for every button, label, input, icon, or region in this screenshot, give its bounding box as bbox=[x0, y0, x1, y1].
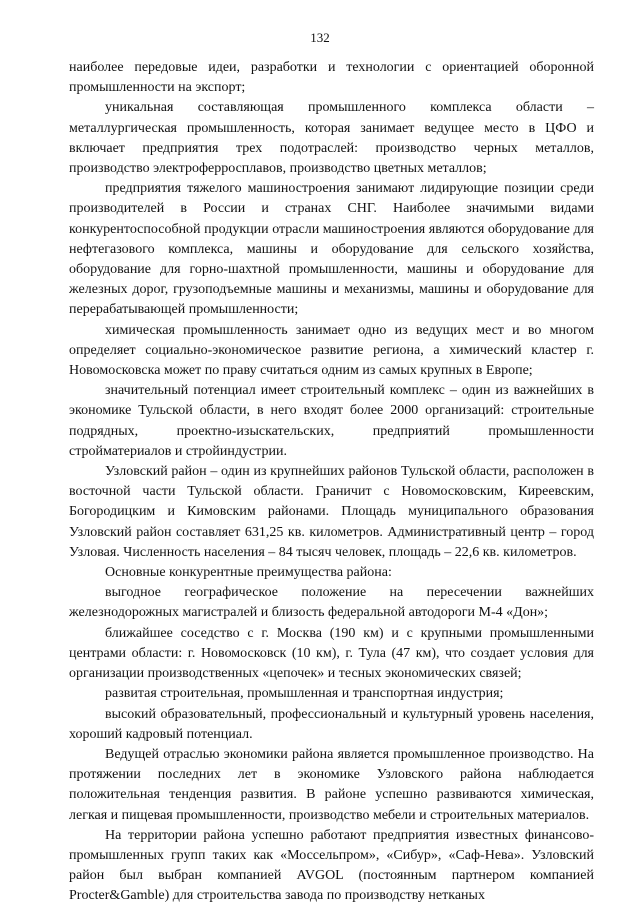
paragraph-proximity: ближайшее соседство с г. Москва (190 км) и с крупными промышленными центрами области: г. Новомосковск (10 км), г. Тула (47 км), что создает условия для организации производственных «цепочек» и тесных экономических связей; bbox=[69, 625, 594, 682]
paragraph-leading-sector: Ведущей отраслью экономики района является промышленное производство. На протяжении последних лет в экономике Узловского района наблюдается положительная тенденция развития. В районе успешно развиваются химическая, легкая и пищевая промышленности, производство мебели и строительных материалов. bbox=[69, 746, 594, 823]
paragraph-defense-export: наиболее передовые идеи, разработки и технологии с ориентацией оборонной промышленности на экспорт; bbox=[69, 60, 594, 96]
page-number: 132 bbox=[310, 30, 330, 45]
paragraph-uzlovsky-district: Узловский район – один из крупнейших районов Тульской области, расположен в восточной части Тульской области. Граничит с Новомосковским, Киреевским, Богородицким и Кимовским районами. Площадь муниципального образования Узловский район составляет 631,25 кв. километров. Административный центр – город Узловая. Численность населения – 84 тысяч человек, площадь – 22,6 кв. километров. bbox=[69, 464, 594, 560]
paragraph-advantages-heading: Основные конкурентные преимущества района: bbox=[105, 565, 392, 581]
paragraph-industry-developed: развитая строительная, промышленная и транспортная индустрия; bbox=[105, 686, 504, 702]
paragraph-metallurgy: уникальная составляющая промышленного комплекса области – металлургическая промышленность, которая занимает ведущее место в ЦФО и включает предприятия трех подотраслей: производство черных металлов, производство электроферросплавов, производство цветных металлов; bbox=[69, 100, 594, 177]
paragraph-enterprises: На территории района успешно работают предприятия известных финансово-промышленных групп таких как «Моссельпром», «Сибур», «Саф-Нева». Узловский район был выбран компанией AVGOL (постоянным партнером компанией Procter&Gamble) для строительства завода по производству нетканых bbox=[69, 827, 594, 904]
paragraph-construction-complex: значительный потенциал имеет строительный комплекс – один из важнейших в экономике Тульской области, в него входят более 2000 организаций: строительные подрядных, проектно-изыскательских, предприятий промышленности стройматериалов и стройиндустрии. bbox=[69, 383, 594, 459]
paragraph-heavy-machinery: предприятия тяжелого машиностроения занимают лидирующие позиции среди производителей в России и странах СНГ. Наиболее значимыми видами конкурентоспособной продукции отрасли машиностроения являются оборудование для нефтегазового комплекса, машины и оборудование для сельского хозяйства, оборудование для горно-шахтной промышленности, машины и оборудование для железных дорог, грузоподъемные машины и механизмы, машины и оборудование для перерабатывающей промышленности; bbox=[69, 181, 594, 318]
paragraph-chemical-industry: химическая промышленность занимает одно из ведущих мест и во многом определяет социально-экономическое развитие региона, а химический кластер г. Новомосковска может по праву считаться одним из самых крупных в Европе; bbox=[69, 322, 594, 379]
paragraph-education-level: высокий образовательный, профессиональный и культурный уровень населения, хороший кадровый потенциал. bbox=[69, 706, 594, 742]
paragraph-geographic-position: выгодное географическое положение на пересечении важнейших железнодорожных магистралей и близость федеральной автодороги М-4 «Дон»; bbox=[69, 585, 594, 621]
document-body bbox=[69, 58, 594, 907]
